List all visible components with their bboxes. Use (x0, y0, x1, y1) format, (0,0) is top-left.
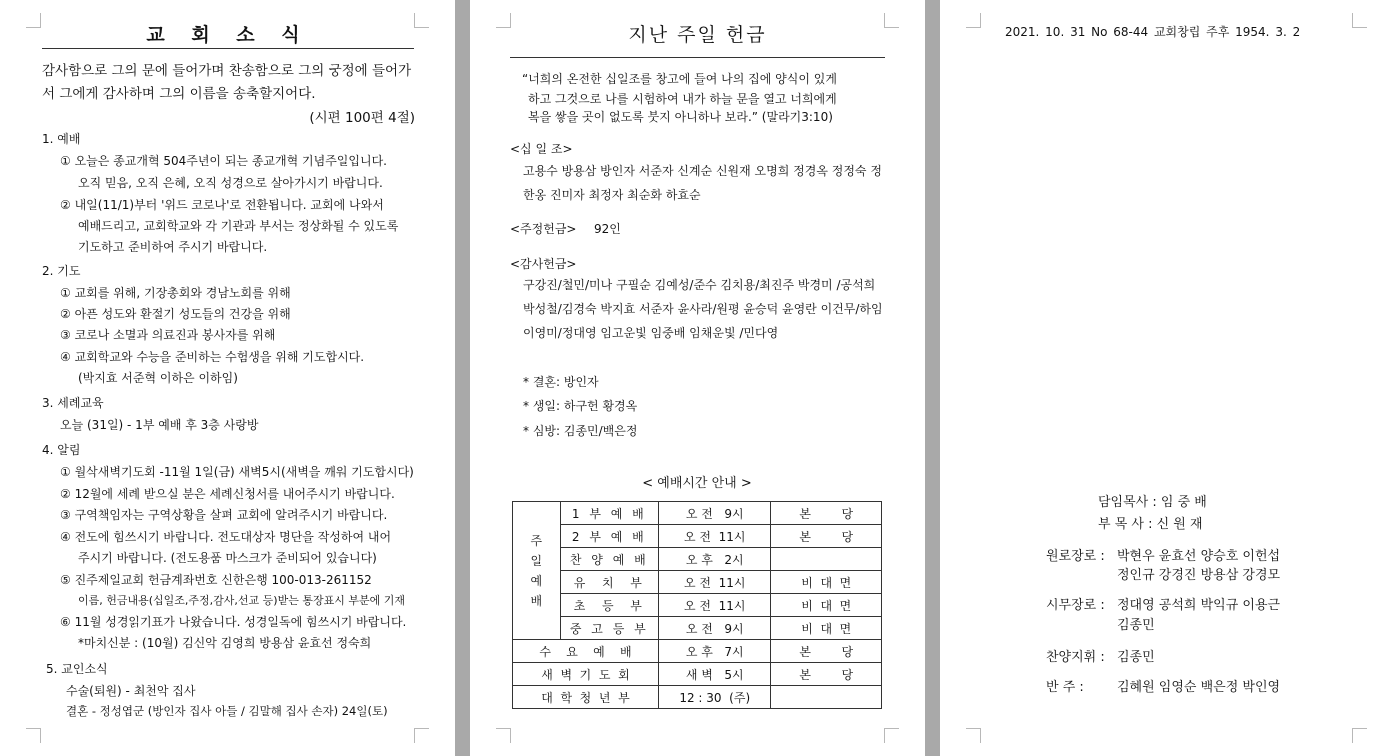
service-location (771, 686, 882, 709)
service-name: 대 학 청 년 부 (513, 686, 659, 709)
page-offering (470, 0, 925, 756)
news-line: 결혼 - 정성엽군 (방인자 집사 아들 / 김말해 집사 손자) 24일(토) (66, 704, 388, 718)
service-time: 오 전 11시 (658, 525, 771, 548)
section-title-prayer: 2. 기도 (42, 264, 81, 278)
birthday-note: * 생일: 하구헌 황경옥 (523, 399, 638, 413)
news-line: ① 교회를 위해, 기장총회와 경남노회를 위해 (60, 286, 291, 300)
news-line: ④ 교회학교와 수능을 준비하는 수험생을 위해 기도합시다. (60, 350, 365, 364)
page-corner-mark (26, 13, 41, 28)
service-time: 오 전 9시 (658, 502, 771, 525)
news-line: 이름, 헌금내용(십일조,주정,감사,선교 등)받는 통장표시 부분에 기재 (78, 594, 405, 607)
schedule-row (513, 594, 882, 617)
marriage-note: * 결혼: 방인자 (523, 375, 599, 389)
section-title-notices: 4. 알림 (42, 443, 81, 457)
service-location (771, 548, 882, 571)
page-corner-mark (26, 728, 41, 743)
news-line: 기도하고 준비하여 주시기 바랍니다. (78, 240, 268, 254)
service-time: 오 후 7시 (658, 640, 771, 663)
page-church-news (0, 0, 455, 756)
service-time: 오 전 11시 (658, 594, 771, 617)
page-title: 교 회 소 식 (146, 24, 310, 46)
scripture-reference: (시편 100편 4절) (309, 110, 415, 126)
page-corner-mark (414, 13, 429, 28)
news-line: 예배드리고, 교회학교와 각 기관과 부서는 정상화될 수 있도록 (78, 219, 399, 233)
schedule-row (513, 571, 882, 594)
sunday-worship-char: 주 (530, 533, 543, 548)
thanks-offering-names: 구강진/철민/미나 구필순 김예성/준수 김치용/최진주 박경미 /공석희 박성철/김경숙 박지효 서준자 윤사라/원평 윤승덕 윤영란 이건무/하임 이영미/정대영 임고운빛 임중배 임채운빛 /민다영 (523, 278, 883, 340)
page-corner-mark (884, 728, 899, 743)
news-line: ② 12월에 세례 받으실 분은 세례신청서를 내어주시기 바랍니다. (60, 487, 395, 501)
tithe-names: 고용수 방용삼 방인자 서준자 신계순 신원재 오명희 정경옥 정정숙 정한옹 진미자 최정자 최순화 하효순 (523, 164, 882, 202)
news-line: ④ 전도에 힘쓰시기 바랍니다. 전도대상자 명단을 작성하여 내어 (60, 530, 392, 544)
service-time: 오 전 9시 (658, 617, 771, 640)
page-title: 지난 주일 헌금 (628, 24, 767, 46)
service-name: 수 요 예 배 (513, 640, 659, 663)
accompanist-label: 반 주 : (1046, 680, 1084, 695)
page-corner-mark (966, 13, 981, 28)
news-line: 주시기 바랍니다. (전도용품 마스크가 준비되어 있습니다) (78, 551, 377, 565)
service-name: 2 부 예 배 (560, 525, 658, 548)
bulletin-header: 2021. 10. 31 No 68-44 교회창립 주후 1954. 3. 2 (1005, 25, 1301, 39)
news-line: ② 아픈 성도와 환절기 성도들의 건강을 위해 (60, 307, 291, 321)
weekly-offering-label: <주정헌금> (510, 222, 577, 236)
choir-director-label: 찬양지휘 : (1046, 650, 1105, 665)
worship-schedule-table (512, 501, 882, 709)
news-line: ② 내일(11/1)부터 '위드 코로나'로 전환됩니다. 교회에 나와서 (60, 198, 384, 212)
schedule-row (513, 640, 882, 663)
schedule-title: < 예배시간 안내 > (642, 476, 752, 491)
schedule-row (513, 548, 882, 571)
sunday-worship-char: 예 (530, 573, 543, 588)
schedule-row (513, 617, 882, 640)
news-line: (박지효 서준혁 이하은 이하임) (78, 371, 238, 385)
service-name: 1 부 예 배 (560, 502, 658, 525)
quote-line: “너희의 온전한 십일조를 창고에 들여 나의 집에 양식이 있게 (522, 72, 837, 86)
service-time: 오 후 2시 (658, 548, 771, 571)
service-name: 초 등 부 (560, 594, 658, 617)
tithe-label: <십 일 조> (510, 142, 573, 156)
service-location: 비 대 면 (771, 571, 882, 594)
schedule-row (513, 686, 882, 709)
page-corner-mark (496, 13, 511, 28)
page-corner-mark (496, 728, 511, 743)
active-elders-names: 정대영 공석희 박익규 이용근 (1117, 598, 1281, 613)
news-line: ① 월삭새벽기도회 -11월 1일(금) 새벽5시(새벽을 깨워 기도합시다) (60, 465, 414, 479)
service-time: 새 벽 5시 (658, 663, 771, 686)
visit-note: * 심방: 김종민/백은정 (523, 424, 638, 438)
sunday-worship-char: 일 (530, 553, 543, 568)
scripture-verse: 감사함으로 그의 문에 들어가며 찬송함으로 그의 궁정에 들어가서 그에게 감사하며 그의 이름을 송축할지어다. (42, 63, 412, 102)
news-line: 수술(퇴원) - 최천악 집사 (66, 684, 196, 698)
quote-line: 하고 그것으로 나를 시험하여 내가 하늘 문을 열고 너희에게 (528, 92, 837, 106)
service-location: 본 당 (771, 502, 882, 525)
elders-label: 원로장로 : (1046, 549, 1105, 564)
elders-names: 박현우 윤효선 양승호 이헌섭 (1117, 549, 1281, 564)
title-divider (510, 57, 885, 58)
weekly-offering-count: 92인 (594, 222, 621, 236)
page-corner-mark (1352, 13, 1367, 28)
page-staff (940, 0, 1393, 756)
news-line: 오직 믿음, 오직 은혜, 오직 성경으로 살아가시기 바랍니다. (78, 176, 383, 190)
section-title-members: 5. 교인소식 (46, 662, 108, 676)
news-line: 오늘 (31일) - 1부 예배 후 3층 사랑방 (60, 418, 259, 432)
sunday-worship-char: 배 (530, 593, 543, 608)
sunday-worship-label (513, 502, 561, 640)
service-location: 비 대 면 (771, 594, 882, 617)
page-corner-mark (414, 728, 429, 743)
choir-director-name: 김종민 (1117, 650, 1155, 665)
service-name: 중 고 등 부 (560, 617, 658, 640)
service-name: 새 벽 기 도 회 (513, 663, 659, 686)
associate-pastor: 부 목 사 : 신 원 재 (1098, 517, 1203, 532)
quote-line: 복을 쌓을 곳이 없도록 붓지 아니하나 보라.” (말라기3:10) (528, 110, 833, 124)
service-location: 본 당 (771, 663, 882, 686)
active-elders-label: 시무장로 : (1046, 598, 1105, 613)
news-line: ③ 코로나 소멸과 의료진과 봉사자를 위해 (60, 328, 276, 342)
section-title-baptism: 3. 세례교육 (42, 396, 104, 410)
service-time: 12 : 30 (주) (658, 686, 771, 709)
title-divider (42, 48, 414, 49)
active-elders-names: 김종민 (1117, 618, 1155, 633)
service-name: 찬 양 예 배 (560, 548, 658, 571)
service-location: 본 당 (771, 525, 882, 548)
service-name: 유 치 부 (560, 571, 658, 594)
accompanist-names: 김혜원 임영순 백은정 박인영 (1117, 680, 1281, 695)
service-location: 본 당 (771, 640, 882, 663)
section-title-worship: 1. 예배 (42, 132, 81, 146)
news-line: *마치신분 : (10월) 김신악 김영희 방용삼 윤효선 정숙희 (78, 636, 372, 650)
news-line: ① 오늘은 종교개혁 504주년이 되는 종교개혁 기념주일입니다. (60, 154, 387, 168)
elders-names: 정인규 강경진 방용삼 강경모 (1117, 568, 1281, 583)
senior-pastor: 담임목사 : 임 중 배 (1098, 495, 1207, 510)
service-location: 비 대 면 (771, 617, 882, 640)
thanks-offering-label: <감사헌금> (510, 257, 577, 271)
news-line: ⑤ 진주제일교회 헌금계좌번호 신한은행 100-013-261152 (60, 573, 372, 587)
page-corner-mark (1352, 728, 1367, 743)
schedule-row (513, 663, 882, 686)
page-corner-mark (884, 13, 899, 28)
news-line: ⑥ 11월 성경읽기표가 나왔습니다. 성경일독에 힘쓰시기 바랍니다. (60, 615, 407, 629)
service-time: 오 전 11시 (658, 571, 771, 594)
page-corner-mark (966, 728, 981, 743)
news-line: ③ 구역책임자는 구역상황을 살펴 교회에 알려주시기 바랍니다. (60, 508, 388, 522)
schedule-row (513, 502, 882, 525)
schedule-row (513, 525, 882, 548)
